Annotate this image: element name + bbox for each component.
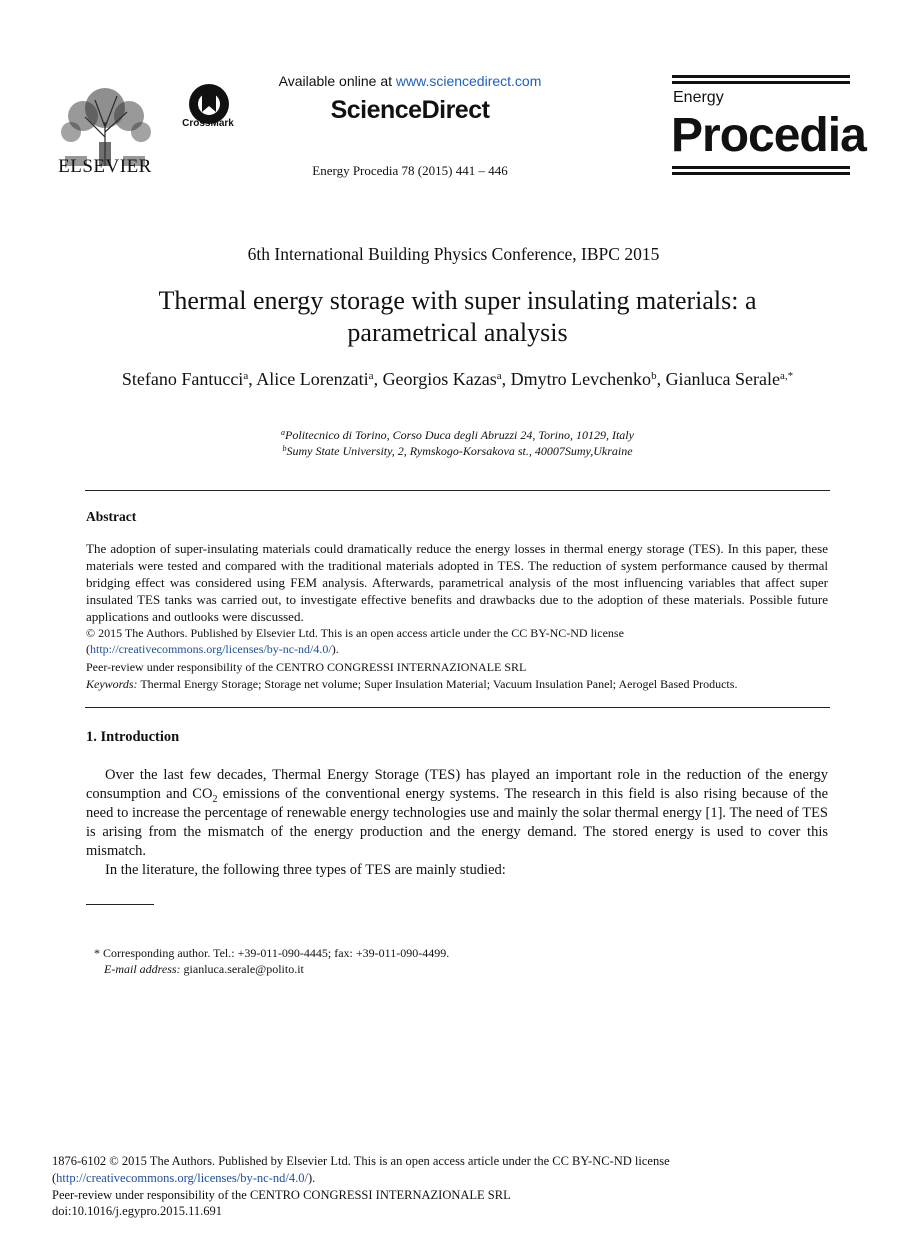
author-affiliation-mark: b <box>651 370 657 382</box>
affiliation-a-text: Politecnico di Torino, Corso Duca degli Abruzzi 24, Torino, 10129, Italy <box>285 428 634 442</box>
email-footnote <box>104 961 304 977</box>
author-affiliation-mark: a <box>243 370 249 382</box>
footer-license-line <box>52 1170 315 1187</box>
author-separator: , <box>248 369 257 389</box>
author-list <box>80 367 835 391</box>
paren-close: ). <box>307 1171 316 1185</box>
affiliation-b-text: Sumy State University, 2, Rymskogo-Korsakova st., 40007Sumy,Ukraine <box>286 443 633 458</box>
footer-peer-review: Peer-review under responsibility of the CENTRO CONGRESSI INTERNAZIONALE SRL <box>52 1188 511 1202</box>
author-name: Gianluca Serale <box>665 369 781 389</box>
paper-title-line2: parametrical analysis <box>347 318 568 347</box>
journal-reference: Energy Procedia 78 (2015) 441 – 446 <box>312 163 508 178</box>
paper-title <box>60 285 855 349</box>
author-affiliation-mark: a <box>368 370 374 382</box>
sciencedirect-wordmark: ScienceDirect <box>330 96 490 124</box>
affiliation-b <box>120 444 795 460</box>
journal-logo-big: Procedia <box>671 109 866 162</box>
journal-logo-rule-top <box>672 75 850 78</box>
paper-title-line1: Thermal energy storage with super insulating materials: a <box>158 286 757 315</box>
abstract-text: The adoption of super-insulating materials could dramatically reduce the energy losses in thermal energy storage (TES). In this paper, these materials were tested and compared with the traditional materials adopted in TES. The reduction of system performance caused by thermal bridging effect was considered using FEM analysis. Afterwards, parametrical analysis of the most influencing variables that affect super insulated TES tanks was carried out, to investigate effective benefits and drawbacks due to the adoption of these materials. Possible future applications and outlooks were discussed. <box>86 541 828 624</box>
abstract-heading: Abstract <box>86 509 137 524</box>
journal-logo-rule-top-2 <box>672 81 850 84</box>
sciencedirect-link[interactable]: www.sciencedirect.com <box>395 73 542 89</box>
available-online <box>250 73 570 89</box>
author-separator: , <box>501 369 511 389</box>
paren-open: ( <box>52 1171 57 1185</box>
author-name: Georgios Kazas <box>382 369 497 389</box>
intro-p1-part-b: emissions of the conventional energy systems. The research in this field is also rising because of the need to increase the percentage of renewable energy technologies use and mainly the solar thermal energy [1]. The need of TES is arising from the mismatch of the energy production and the energy demand. The stored energy is used to cover this mismatch. <box>86 786 829 860</box>
co2-subscript: 2 <box>212 793 218 805</box>
introduction-heading: 1. Introduction <box>86 729 180 745</box>
conference-name: 6th International Building Physics Conference, IBPC 2015 <box>247 244 660 264</box>
journal-logo-rule-bottom-2 <box>672 172 850 175</box>
affiliation-a-mark: a <box>281 428 286 437</box>
author-separator: , <box>373 369 383 389</box>
author-name: Alice Lorenzati <box>256 369 369 389</box>
author-sup-letter: a, <box>780 370 788 382</box>
affiliation-a <box>120 428 795 444</box>
author-name: Stefano Fantucci <box>121 369 244 389</box>
keywords-label: Keywords: <box>86 677 138 691</box>
corresponding-mark: * <box>787 370 794 382</box>
affiliation-b-mark: b <box>282 443 287 453</box>
peer-review-line: Peer-review under responsibility of the CENTRO CONGRESSI INTERNAZIONALE SRL <box>86 660 527 674</box>
introduction-paragraph-1 <box>86 766 828 861</box>
affiliations <box>120 428 795 459</box>
paren-close: ). <box>331 642 339 656</box>
footer-doi[interactable]: doi:10.1016/j.egypro.2015.11.691 <box>52 1204 223 1218</box>
author-separator: , <box>656 369 666 389</box>
journal-logo-small: Energy <box>673 89 724 106</box>
email-label: E-mail address: <box>104 962 181 976</box>
author-name: Dmytro Levchenko <box>510 369 652 389</box>
available-prefix: Available online at <box>278 73 396 89</box>
elsevier-wordmark: ELSEVIER <box>58 156 152 177</box>
copyright-line: © 2015 The Authors. Published by Elsevier Ltd. This is an open access article under the CC BY-NC-ND license <box>86 626 624 640</box>
intro-p1-part-a: Over the last few decades, Thermal Energy Storage (TES) has played an important role in the reduction of the energy consumption and CO <box>86 767 828 803</box>
license-link[interactable]: http://creativecommons.org/licenses/by-nc-nd/4.0/ <box>90 642 332 656</box>
email-address[interactable]: gianluca.serale@polito.it <box>180 962 304 976</box>
divider-bottom <box>85 707 830 708</box>
license-line <box>86 641 828 657</box>
author-affiliation-mark: a <box>496 370 502 382</box>
footer-license-link[interactable]: http://creativecommons.org/licenses/by-nc-nd/4.0/ <box>56 1171 308 1185</box>
corresponding-author-footnote: * Corresponding author. Tel.: +39-011-090-4445; fax: +39-011-090-4499. <box>94 946 450 960</box>
keywords-line <box>86 676 828 692</box>
paren-open: ( <box>86 642 90 656</box>
keywords-text: Thermal Energy Storage; Storage net volume; Super Insulation Material; Vacuum Insulation Panel; Aerogel Based Products. <box>137 677 738 691</box>
footnote-rule <box>86 904 154 905</box>
crossmark-label: CrossMark <box>182 118 234 129</box>
introduction-body <box>86 766 828 881</box>
introduction-paragraph-2: In the literature, the following three types of TES are mainly studied: <box>105 862 506 879</box>
journal-logo-rule-bottom <box>672 166 850 169</box>
divider-top <box>85 490 830 491</box>
footer-issn-line: 1876-6102 © 2015 The Authors. Published by Elsevier Ltd. This is an open access article under the CC BY-NC-ND license <box>52 1154 670 1168</box>
author-affiliation-mark <box>780 370 793 382</box>
